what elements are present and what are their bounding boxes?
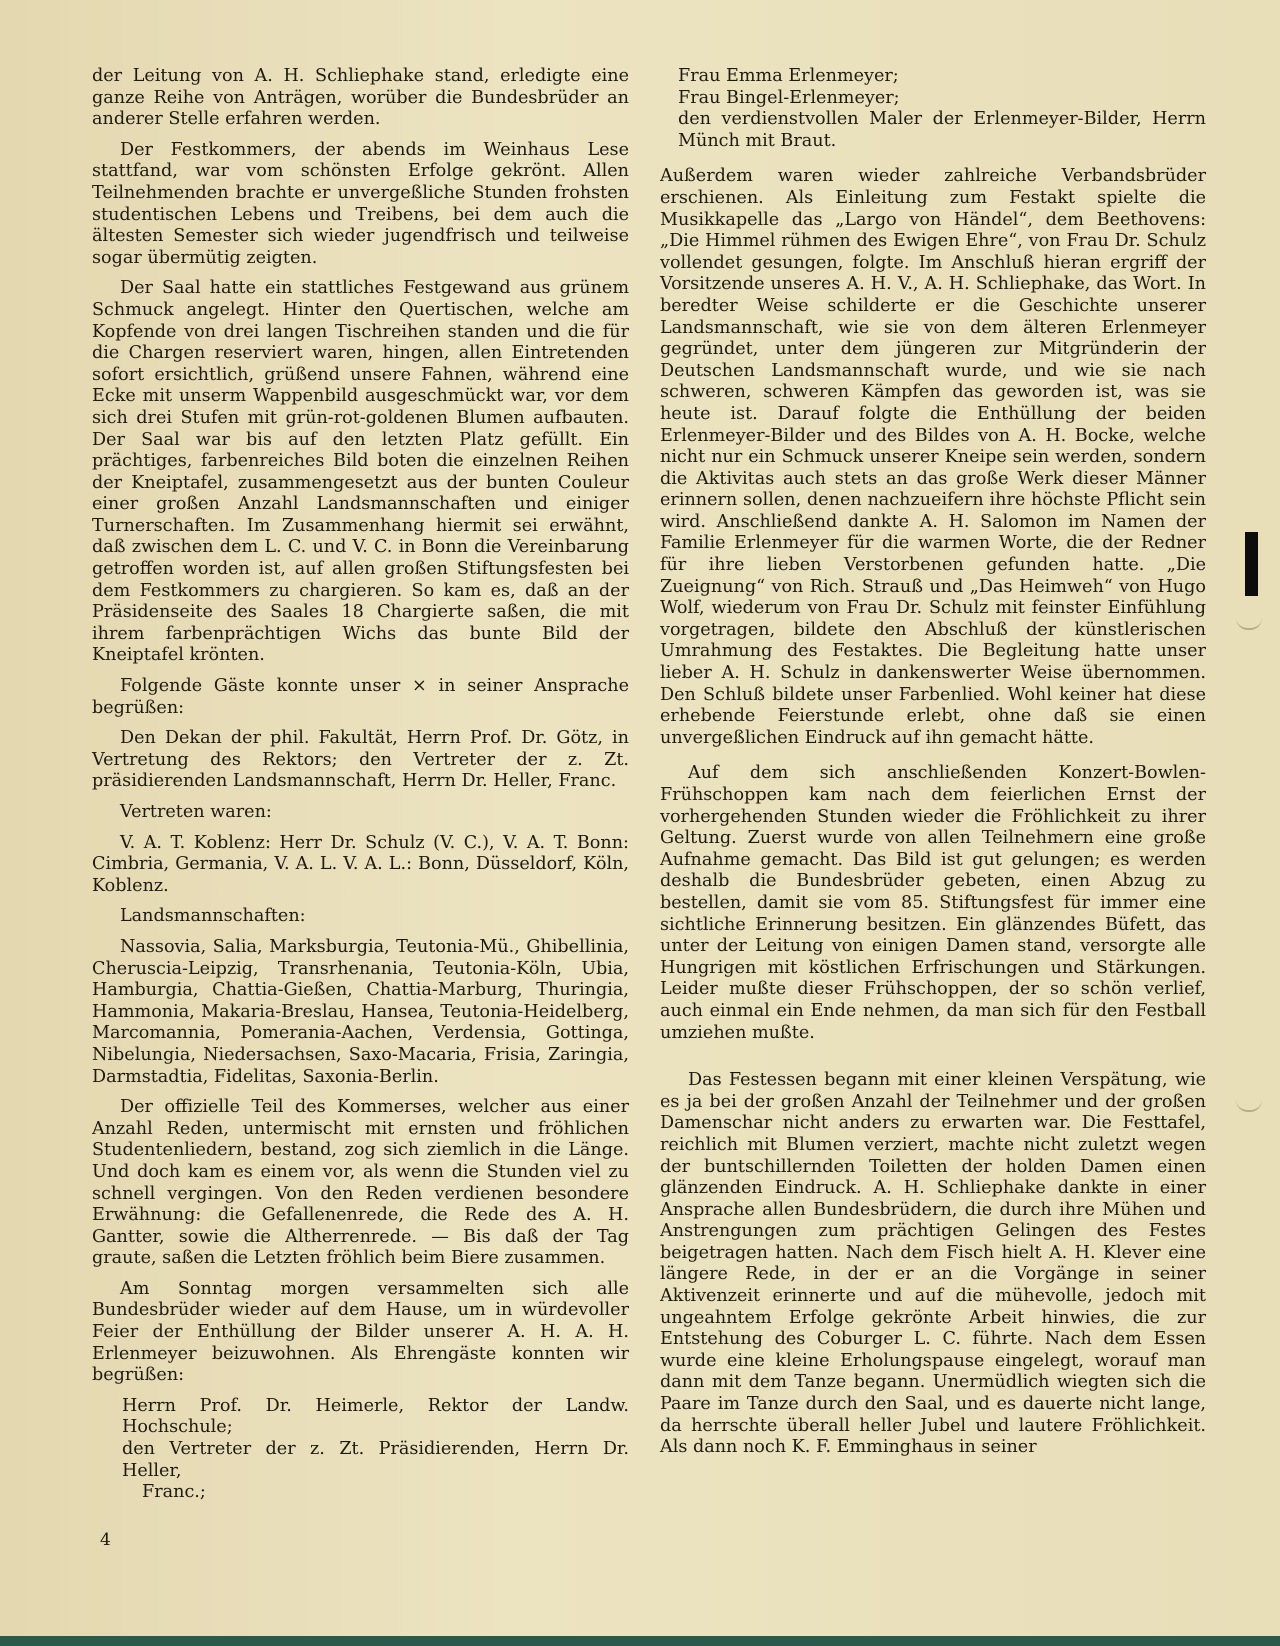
- right-text-column: [660, 66, 1206, 1468]
- paragraph-offizieller-teil: Der offizielle Teil des Kommerses, welcher aus einer Anzahl Reden, untermischt mit ernsten und fröhlichen Studentenliedern, bestand, zog sich ziemlich in die Länge. Und doch kam es einem vor, als wenn die Stunden viel zu schnell vergingen. Von den Reden verdienen besondere Erwähnung: die Gefallenenrede, die Rede des A. H. Gantter, sowie die Altherrenrede. — Bis daß der Tag graute, saßen die Letzten fröhlich beim Biere zusammen.: [92, 1097, 629, 1269]
- guest-line-emma: Frau Emma Erlenmeyer;: [678, 66, 899, 86]
- paragraph-fruehschoppen: Auf dem sich anschließenden Konzert-Bowlen-Frühschoppen kam nach dem feierlichen Ernst der vorhergehenden Stunden wieder die Fröhlichkeit zu ihrer Geltung. Zuerst wurde von allen Teilnehmern eine große Aufnahme gemacht. Das Bild ist gut gelungen; es werden deshalb die Bundesbrüder gebeten, einen Abzug zu bestellen, damit sie vom 85. Stiftungsfest für immer eine sichtliche Erinnerung besitzen. Ein glänzendes Büfett, das unter der Leitung von einigen Damen stand, versorgte alle Hungrigen mit köstlichen Erfrischungen und Stärkungen. Leider mußte dieser Frühschoppen, der so schön verlief, auch einmal ein Ende nehmen, da man sich für den Festball umziehen mußte.: [660, 763, 1206, 1043]
- guest-line-franc: Franc.;: [142, 1482, 206, 1503]
- paragraph-vertreten-heading: Vertreten waren:: [120, 802, 272, 822]
- paragraph-gaeste-list: Den Dekan der phil. Fakultät, Herrn Prof. Dr. Götz, in Vertretung des Rektors; den Vertreter der z. Zt. präsidierenden Landsmannschaft, Herrn Dr. Heller, Franc.: [92, 728, 629, 792]
- bottom-edge-band: [0, 1636, 1280, 1646]
- paragraph-gaeste-intro: Folgende Gäste konnte unser × in seiner Ansprache begrüßen:: [92, 676, 629, 718]
- paragraph-saal: Der Saal hatte ein stattliches Festgewand aus grünem Schmuck angelegt. Hinter den Quertischen, welche am Kopfende von drei langen Tischreihen standen und die für die Chargen reserviert waren, hingen, allen Eintretenden sofort ersichtlich, grüßend unsere Fahnen, während eine Ecke mit unserm Wappenbild ausgeschmückt war, vor dem sich drei Stufen mit grün-rot-goldenen Blumen aufbauten. Der Saal war bis auf den letzten Platz gefüllt. Ein prächtiges, farbenreiches Bild boten die einzelnen Reihen der Kneiptafel, zusammengesetzt aus der bunten Couleur einer großen Anzahl Landsmannschaften und einiger Turnerschaften. Im Zusammenhang hiermit sei erwähnt, daß zwischen dem L. C. und V. C. in Bonn die Vereinbarung getroffen worden ist, auf allen großen Stiftungsfesten bei dem Festkommers zu chargieren. So kam es, daß an der Präsidenseite des Saales 18 Chargierte saßen, die mit ihrem farbenprächtigen Wichs das bunte Bild der Kneiptafel krönten.: [92, 278, 629, 666]
- binding-hole-mark: [1236, 1100, 1262, 1112]
- paragraph-landsmannschaften-heading: Landsmannschaften:: [120, 906, 306, 927]
- page-number: 4: [100, 1530, 111, 1550]
- paragraph-continuation: der Leitung von A. H. Schliephake stand, erledigte eine ganze Reihe von Anträgen, worüber die Bundesbrüder an anderer Stelle erfahren werden.: [92, 66, 629, 130]
- paragraph-festessen: Das Festessen begann mit einer kleinen Verspätung, wie es ja bei der großen Anzahl der Teilnehmer und der großen Damenschar nicht anders zu erwarten war. Die Festtafel, reichlich mit Blumen verziert, machte nicht zuletzt wegen der buntschillernden Toiletten der holden Damen einen glänzenden Eindruck. A. H. Schliephake dankte in einer Ansprache allen Bundesbrüdern, die durch ihre Mühen und Anstrengungen zum prächtigen Gelingen des Festes beigetragen hatten. Nach dem Fisch hielt A. H. Klever eine längere Rede, in der er an die Vorgänge in seiner Aktivenzeit erinnerte und auf die mühevolle, jedoch mit ungeahntem Erfolge gekrönte Arbeit hinwies, die zur Entstehung des Coburger L. C. führte. Nach dem Essen wurde eine kleine Erholungspause eingelegt, worauf man dann mit dem Tanze begann. Unermüdlich wiegten sich die Paare im Tanze durch den Saal, und es dauerte nicht lange, da herrschte überall heller Jubel und lautere Fröhlichkeit. Als dann noch K. F. Emminghaus in seiner: [660, 1070, 1206, 1458]
- paragraph-sonntag: Am Sonntag morgen versammelten sich alle Bundesbrüder wieder auf dem Hause, um in würdevoller Feier der Enthüllung der Bilder unserer A. H. A. H. Erlenmeyer beizuwohnen. Als Ehrengäste konnten wir begrüßen:: [92, 1278, 629, 1386]
- guest-line-heimerle: Herrn Prof. Dr. Heimerle, Rektor der Landw. Hochschule;: [122, 1395, 629, 1438]
- paragraph-landsmannschaften-list: Nassovia, Salia, Marksburgia, Teutonia-Mü., Ghibellinia, Cheruscia-Leipzig, Transrhenania, Teutonia-Köln, Ubia, Hamburgia, Chattia-Gießen, Chattia-Marburg, Thuringia, Hammonia, Makaria-Breslau, Hansea, Teutonia-Heidelberg, Marcomannia, Pomerania-Aachen, Verdensia, Gottinga, Nibelungia, Niedersachsen, Saxo-Macaria, Frisia, Zaringia, Darmstadtia, Fidelitas, Saxonia-Berlin.: [92, 936, 629, 1087]
- paragraph-festkommers: Der Festkommers, der abends im Weinhaus Lese stattfand, war vom schönsten Erfolge gekrönt. Allen Teilnehmenden brachte er unvergeßliche Stunden frohsten studentischen Lebens und Treibens, bei dem auch die ältesten Semester sich wieder jugendfrisch und teilweise sogar übermütig zeigten.: [92, 139, 629, 268]
- paragraph-vertreten-list: V. A. T. Koblenz: Herr Dr. Schulz (V. C.), V. A. T. Bonn: Cimbria, Germania, V. A. L. V. A. L.: Bonn, Düsseldorf, Köln, Koblenz.: [92, 832, 629, 896]
- paragraph-festakt: Außerdem waren wieder zahlreiche Verbandsbrüder erschienen. Als Einleitung zum Festakt spielte die Musikkapelle das „Largo von Händel“, dem Beethovens: „Die Himmel rühmen des Ewigen Ehre“, von Frau Dr. Schulz vollendet gesungen, folgte. Im Anschluß hieran ergriff der Vorsitzende unseres A. H. V., A. H. Schliephake, das Wort. In beredter Weise schilderte er die Geschichte unserer Landsmannschaft, wie sie von dem älteren Erlenmeyer gegründet, unter dem jüngeren zur Mitgründerin der Deutschen Landsmannschaft wurde, und wie sie nach schweren, schweren Kämpfen das geworden ist, was sie heute ist. Darauf folgte die Enthüllung der beiden Erlenmeyer-Bilder und des Bildes von A. H. Bocke, welche nicht nur ein Schmuck unserer Kneipe sein werden, sondern die Aktivitas auch stets an das große Werk dieser Männer erinnern sollen, denen nachzueifern ihre höchste Pflicht sein wird. Anschließend dankte A. H. Salomon im Namen der Familie Erlenmeyer für die warmen Worte, die der Redner für ihre lieben Verstorbenen gefunden hatte. „Die Zueignung“ von Rich. Strauß und „Das Heimweh“ von Hugo Wolf, wiederum von Frau Dr. Schulz mit feinster Einfühlung vorgetragen, bildete den Abschluß der künstlerischen Umrahmung des Festaktes. Die Begleitung hatte unser lieber A. H. Schulz in dankenswerter Weise übernommen. Den Schluß bildete unser Farbenlied. Wohl keiner hat diese erhebende Feierstunde erlebt, ohne daß sie einen unvergeßlichen Eindruck auf ihn gemacht hätte.: [660, 166, 1206, 748]
- binding-hole-mark: [1236, 618, 1262, 630]
- guest-line-muench: den verdienstvollen Maler der Erlenmeyer-Bilder, Herrn Münch mit Braut.: [678, 109, 1206, 151]
- left-text-column: [92, 66, 629, 1504]
- guest-line-bingel: Frau Bingel-Erlenmeyer;: [678, 87, 900, 108]
- edge-registration-mark: [1245, 532, 1258, 596]
- guest-line-heller: den Vertreter der z. Zt. Präsidierenden, Herrn Dr. Heller,: [122, 1439, 629, 1481]
